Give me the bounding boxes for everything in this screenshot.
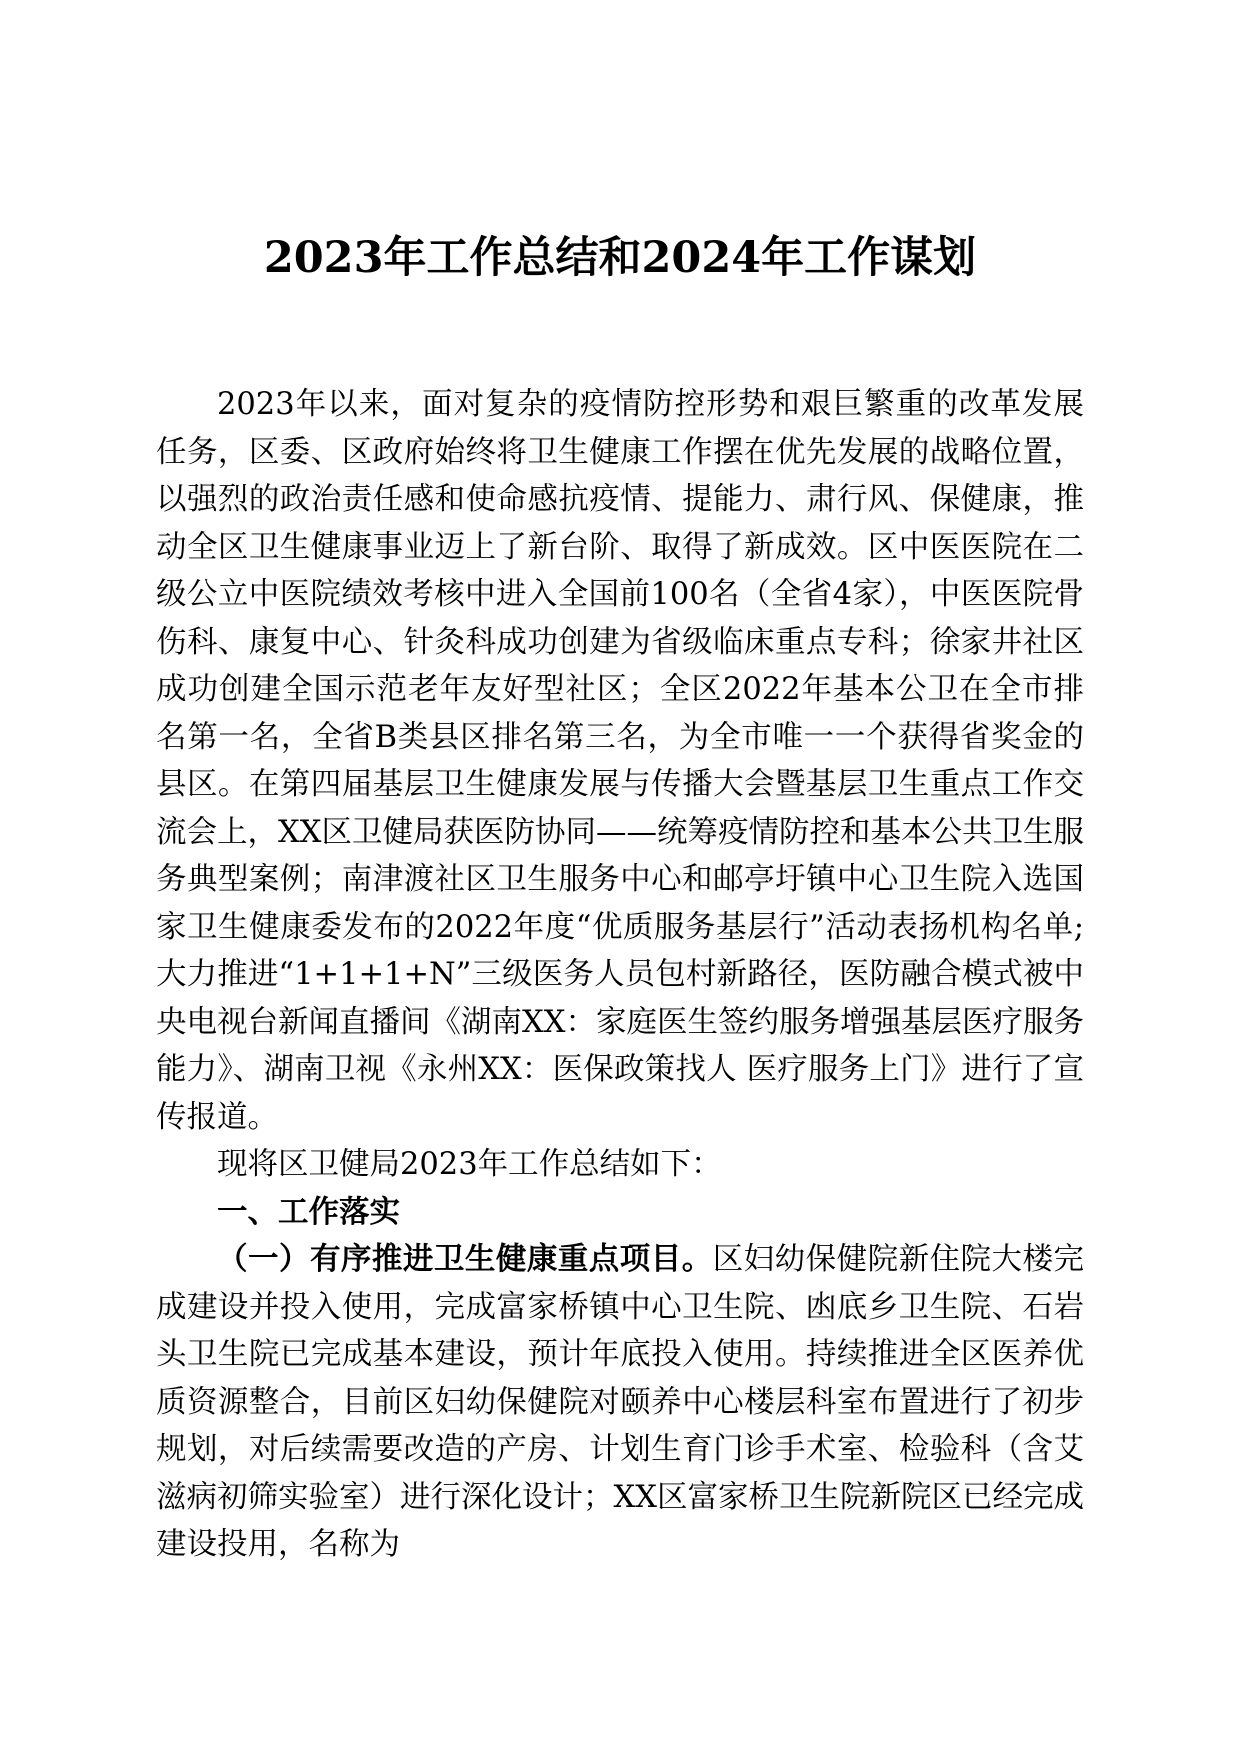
section-heading: 一、工作落实 — [217, 1194, 400, 1230]
subsection-paragraph — [156, 1236, 1084, 1569]
document-body — [156, 381, 1084, 1569]
subsection-text: 区妇幼保健院新住院大楼完成建设并投入使用，完成富家桥镇中心卫生院、凼底乡卫生院、石岩头卫生院已完成基本建设，预计年底投入使用。持续推进全区医养优质资源整合，目前区妇幼保健院对颐养中心楼层科室布置进行了初步规划，对后续需要改造的产房、计划生育门诊手术室、检验科（含艾滋病初筛实验室）进行深化设计；XX区富家桥卫生院新院区已经完成建设投用，名称为 — [156, 1242, 1084, 1562]
subsection-lead: （一）有序推进卫生健康重点项目。 — [217, 1241, 713, 1277]
summary-lead-paragraph: 现将区卫健局2023年工作总结如下： — [217, 1147, 722, 1182]
intro-paragraph: 2023年以来，面对复杂的疫情防控形势和艰巨繁重的改革发展任务，区委、区政府始终将卫生健康工作摆在优先发展的战略位置，以强烈的政治责任感和使命感抗疫情、提能力、肃行风、保健康，推动全区卫生健康事业迈上了新台阶、取得了新成效。区中医医院在二级公立中医院绩效考核中进入全国前100名（全省4家），中医医院骨伤科、康复中心、针灸科成功创建为省级临床重点专科；徐家井社区成功创建全国示范老年友好型社区；全区2022年基本公卫在全市排名第一名，全省B类县区排名第三名，为全市唯一一个获得省奖金的县区。在第四届基层卫生健康发展与传播大会暨基层卫生重点工作交流会上，XX区卫健局获医防协同——统筹疫情防控和基本公共卫生服务典型案例；南津渡社区卫生服务中心和邮亭圩镇中心卫生院入选国家卫生健康委发布的2022年度“优质服务基层行”活动表扬机构名单;大力推进“1+1+1+N”三级医务人员包村新路径，医防融合模式被中央电视台新闻直播间《湖南XX：家庭医生签约服务增强基层医疗服务能力》、湖南卫视《永州XX：医保政策找人 医疗服务上门》进行了宣传报道。 — [156, 387, 1084, 1135]
document-title: 2023年工作总结和2024年工作谋划 — [263, 233, 977, 283]
